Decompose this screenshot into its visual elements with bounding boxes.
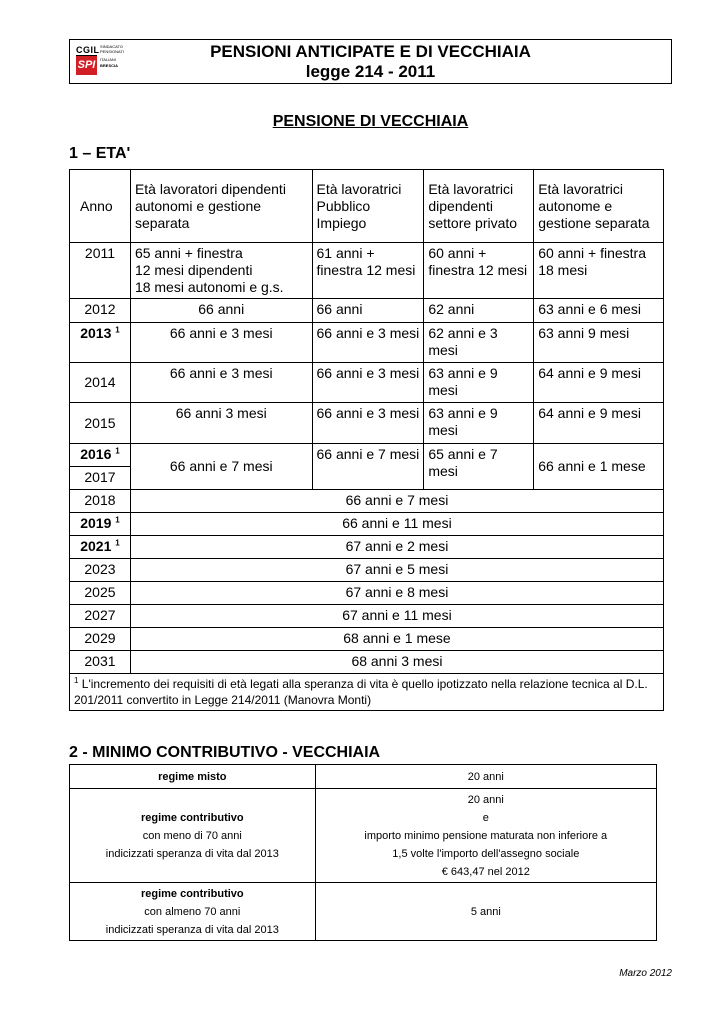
cell-col1: 66 anni e 7 mesi <box>130 444 312 490</box>
cell-anno <box>70 444 131 467</box>
cell-col1: 66 anni 3 mesi <box>130 403 312 444</box>
footnote-cell <box>70 674 664 711</box>
table-row <box>70 559 664 582</box>
logo-cgil-text: CGIL <box>76 45 100 55</box>
header-title-line1: PENSIONI ANTICIPATE E DI VECCHIAIA <box>210 42 531 61</box>
cell-merged: 67 anni e 8 mesi <box>130 582 663 605</box>
year: 2016 <box>80 446 112 462</box>
cell-col3: 65 anni e 7 mesi <box>424 444 534 490</box>
regime-name: regime contributivo <box>140 887 244 900</box>
cell-anno: 2031 <box>70 651 131 674</box>
table-row <box>70 243 664 299</box>
cell-merged: 66 anni e 7 mesi <box>130 490 663 513</box>
header-anno: Anno <box>70 170 131 243</box>
cell-merged: 68 anni e 1 mese <box>130 628 663 651</box>
year: 2019 <box>80 515 112 531</box>
footnote-marker: 1 <box>115 515 120 525</box>
cell-anno <box>70 536 131 559</box>
cell-merged: 67 anni e 5 mesi <box>130 559 663 582</box>
cell-col3: 62 anni <box>424 299 534 323</box>
cell-col4: 60 anni + finestra 18 mesi <box>534 243 664 299</box>
cell-requisito: 20 anni <box>315 765 656 789</box>
cell-anno: 2014 <box>70 363 131 403</box>
cell-anno: 2023 <box>70 559 131 582</box>
table-row <box>70 536 664 559</box>
cell-col2: 66 anni e 3 mesi <box>312 323 424 363</box>
minimo-contributivo-table <box>69 764 657 941</box>
header-col2: Età lavoratrici Pubblico Impiego <box>312 170 424 243</box>
cell-line: 65 anni + finestra <box>134 245 243 261</box>
cell-col1: 66 anni e 3 mesi <box>130 363 312 403</box>
table-row <box>70 403 664 444</box>
cell-col2: 61 anni + finestra 12 mesi <box>312 243 424 299</box>
cell-col4: 63 anni 9 mesi <box>534 323 664 363</box>
table-row <box>70 513 664 536</box>
cell-line: 18 mesi autonomi e g.s. <box>134 279 284 295</box>
table-row <box>70 363 664 403</box>
cell-col1 <box>130 243 312 299</box>
table-row <box>70 323 664 363</box>
cell-col4: 64 anni e 9 mesi <box>534 363 664 403</box>
cell-col2: 66 anni e 7 mesi <box>312 444 424 490</box>
cell-anno: 2029 <box>70 628 131 651</box>
table-row <box>70 582 664 605</box>
cell-col4: 66 anni e 1 mese <box>534 444 664 490</box>
cell-col3: 63 anni e 9 mesi <box>424 363 534 403</box>
header-box <box>69 39 672 84</box>
cell-regime <box>70 789 316 883</box>
req-line: importo minimo pensione maturata non inferiore a <box>364 829 608 842</box>
cell-merged: 67 anni e 2 mesi <box>130 536 663 559</box>
table-row <box>70 299 664 323</box>
cell-col1: 66 anni e 3 mesi <box>130 323 312 363</box>
eta-table <box>69 169 664 711</box>
cell-col3: 63 anni e 9 mesi <box>424 403 534 444</box>
req-line: 1,5 volte l'importo dell'assegno sociale <box>392 847 580 860</box>
year: 2021 <box>80 538 112 554</box>
regime-line: con almeno 70 anni <box>144 905 241 918</box>
cell-anno: 2027 <box>70 605 131 628</box>
cell-merged: 68 anni 3 mesi <box>130 651 663 674</box>
cell-anno <box>70 513 131 536</box>
logo-line1: SINDACATO <box>100 44 123 49</box>
header-col3: Età lavoratrici dipendenti settore privato <box>424 170 534 243</box>
cell-col2: 66 anni e 3 mesi <box>312 403 424 444</box>
cell-anno: 2025 <box>70 582 131 605</box>
cell-merged: 66 anni e 11 mesi <box>130 513 663 536</box>
table-header-row <box>70 170 664 243</box>
footnote-text: L'incremento dei requisiti di età legati alla speranza di vita è quello ipotizzato nella relazione tecnica al D.L. 201/2011 convertito in Legge 214/2011 (Manovra Monti) <box>74 677 648 707</box>
req-line: e <box>482 811 489 824</box>
logo-line3: ITALIANI <box>100 57 116 62</box>
cell-line: 12 mesi dipendenti <box>134 262 253 278</box>
cell-anno: 2017 <box>70 467 131 490</box>
table-row <box>70 490 664 513</box>
main-title: PENSIONE DI VECCHIAIA <box>272 113 469 130</box>
logo-spi-text: SPI <box>76 56 97 75</box>
table-row <box>70 444 664 467</box>
section1-title: 1 – ETA' <box>69 145 131 162</box>
cell-regime <box>70 883 316 941</box>
cell-anno: 2018 <box>70 490 131 513</box>
req-line: 20 anni <box>467 793 504 806</box>
cell-col2: 66 anni e 3 mesi <box>312 363 424 403</box>
footnote-row <box>70 674 664 711</box>
year: 2013 <box>80 325 112 341</box>
section2-title: 2 - MINIMO CONTRIBUTIVO - VECCHIAIA <box>69 744 381 761</box>
cell-col1: 66 anni <box>130 299 312 323</box>
cell-anno: 2015 <box>70 403 131 444</box>
cell-col4: 64 anni e 9 mesi <box>534 403 664 444</box>
regime-line: indicizzati speranza di vita dal 2013 <box>105 847 279 860</box>
logo-line2: PENSIONATI <box>100 49 124 54</box>
cell-requisito: 5 anni <box>315 883 656 941</box>
cell-merged: 67 anni e 11 mesi <box>130 605 663 628</box>
cell-col3: 62 anni e 3 mesi <box>424 323 534 363</box>
cell-col2: 66 anni <box>312 299 424 323</box>
cell-requisito <box>315 789 656 883</box>
table-row <box>70 883 657 941</box>
table-row <box>70 765 657 789</box>
table-row <box>70 628 664 651</box>
header-title-line2: legge 214 - 2011 <box>305 62 436 81</box>
table-row <box>70 605 664 628</box>
cell-anno: 2011 <box>70 243 131 299</box>
logo-line4: BRESCIA <box>100 63 119 68</box>
regime-line: con meno di 70 anni <box>142 829 242 842</box>
header-col1: Età lavoratori dipendenti autonomi e gestione separata <box>130 170 312 243</box>
cell-regime: regime misto <box>70 765 316 789</box>
table-row <box>70 789 657 883</box>
footnote-marker: 1 <box>115 325 120 335</box>
footnote-marker: 1 <box>115 446 120 456</box>
cell-anno <box>70 323 131 363</box>
cell-anno: 2012 <box>70 299 131 323</box>
footnote-number: 1 <box>74 676 79 685</box>
document-date: Marzo 2012 <box>619 968 672 979</box>
regime-name: regime contributivo <box>140 811 244 824</box>
footnote-marker: 1 <box>115 538 120 548</box>
cell-col4: 63 anni e 6 mesi <box>534 299 664 323</box>
header-col4: Età lavoratrici autonome e gestione separata <box>534 170 664 243</box>
cell-col3: 60 anni + finestra 12 mesi <box>424 243 534 299</box>
regime-line: indicizzati speranza di vita dal 2013 <box>105 923 279 936</box>
req-line: € 643,47 nel 2012 <box>441 865 530 878</box>
table-row <box>70 651 664 674</box>
